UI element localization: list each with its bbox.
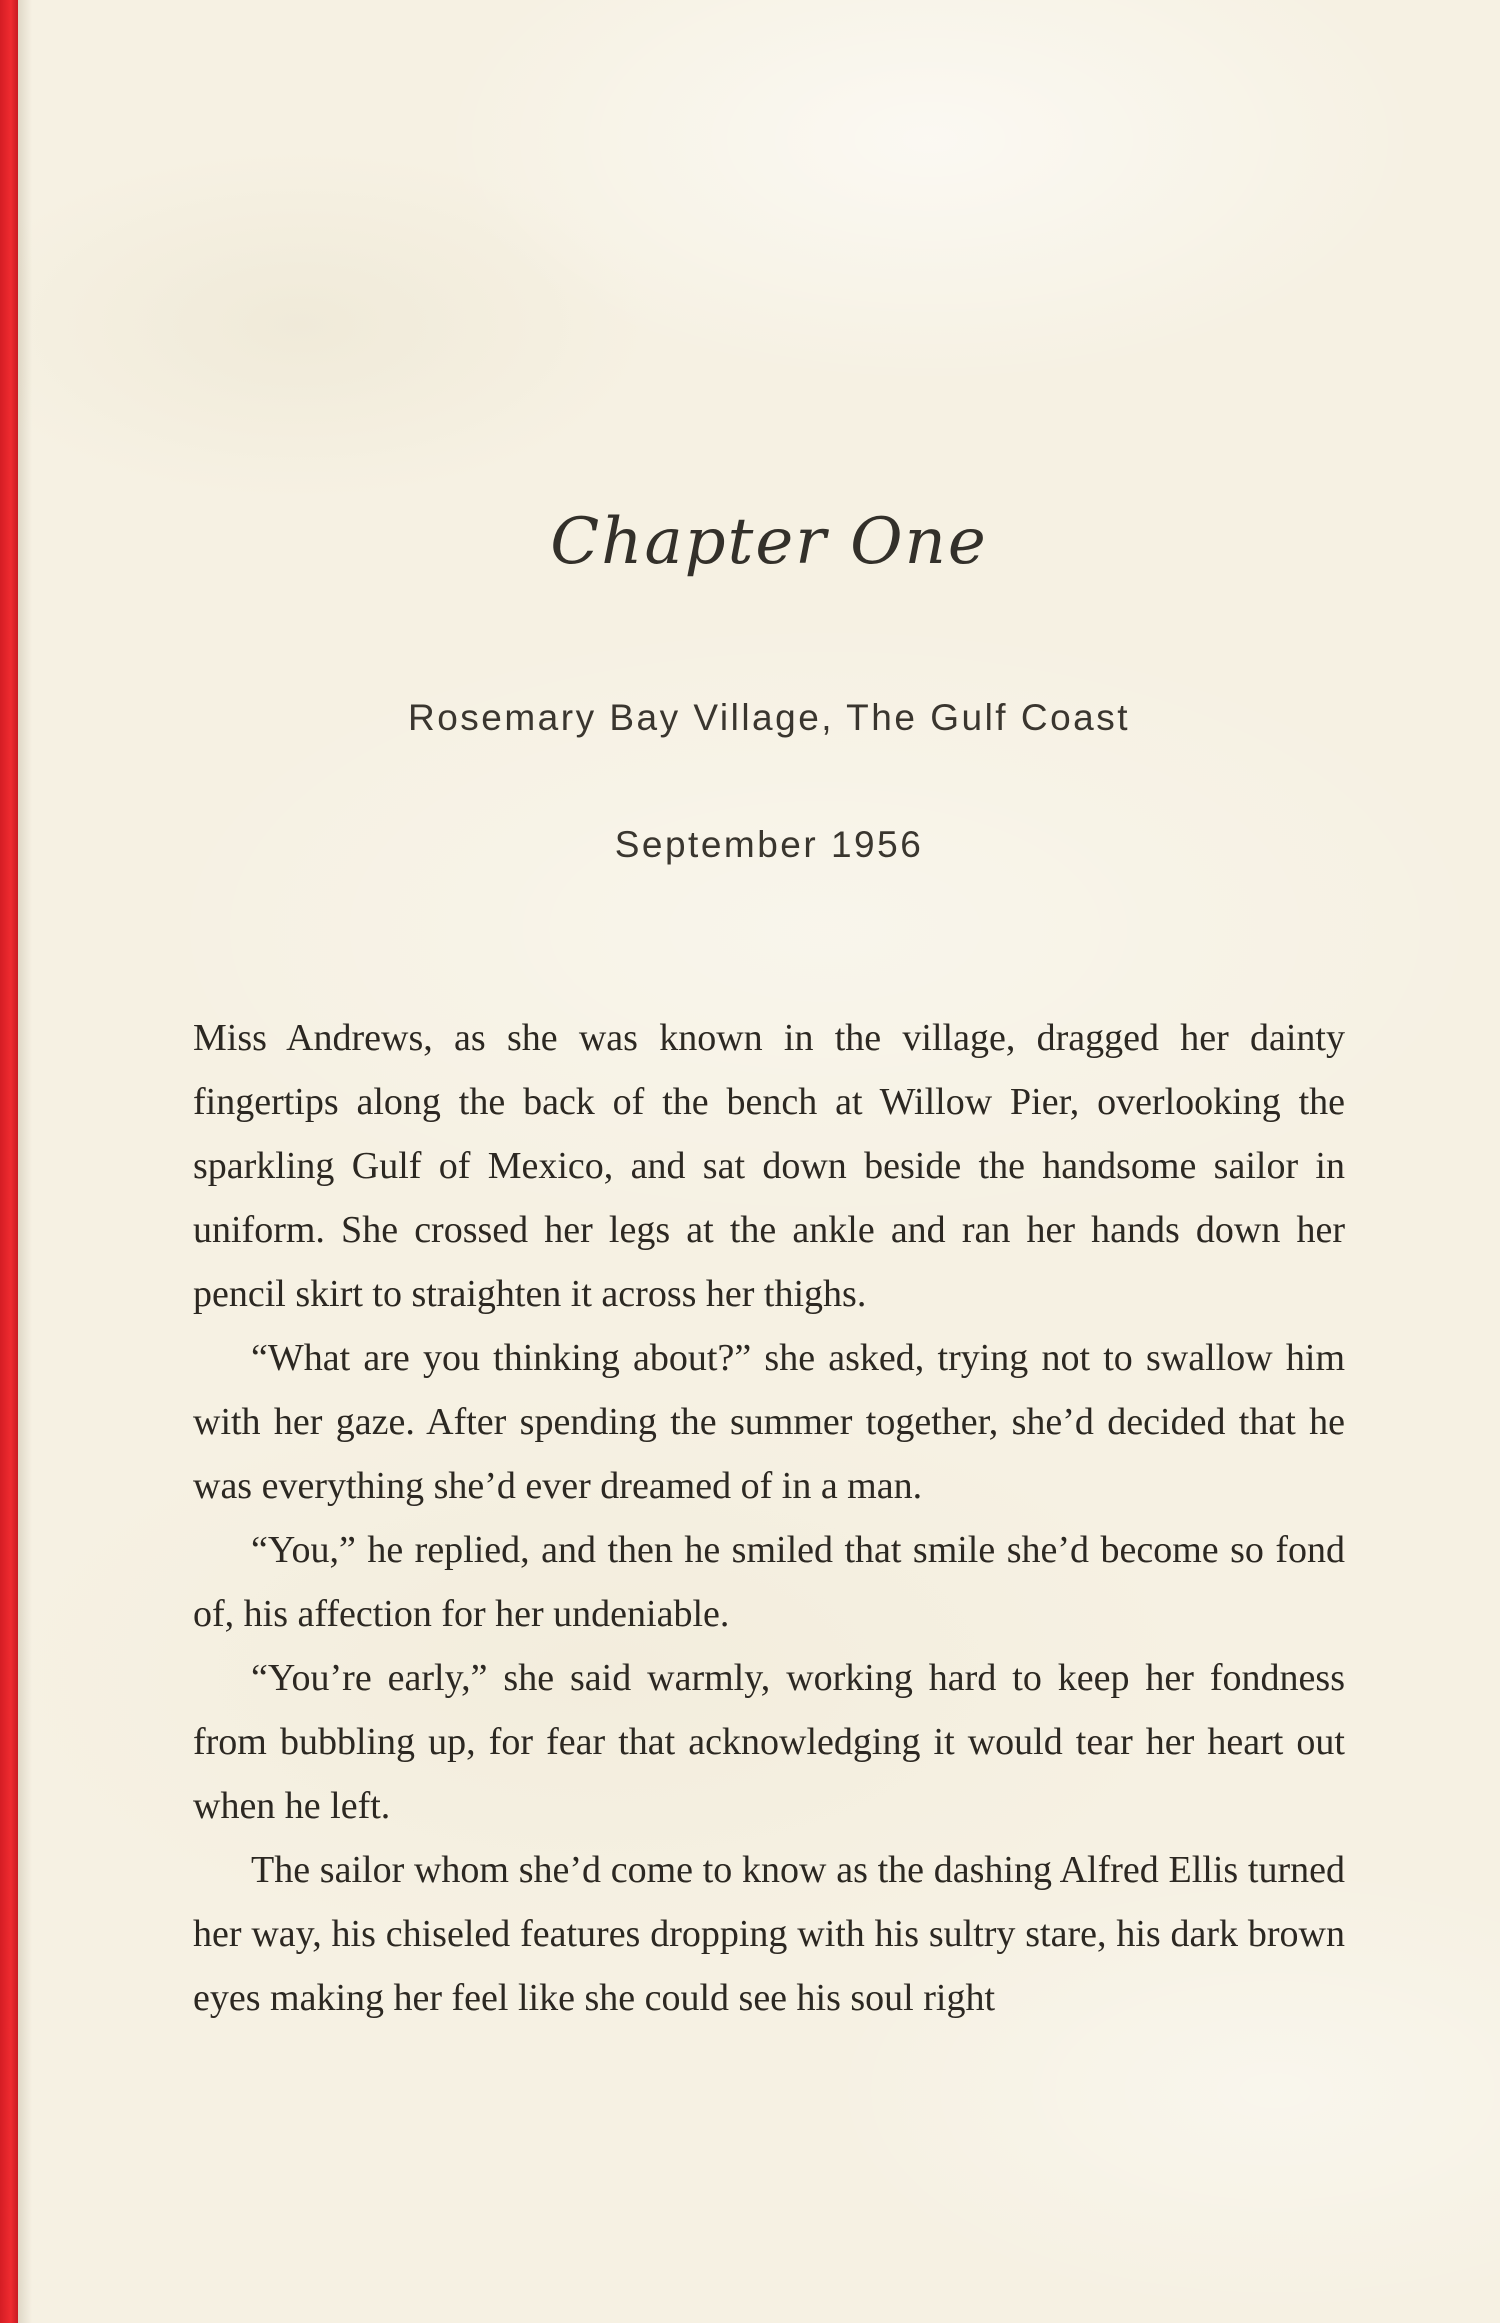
chapter-title: Chapter One — [550, 505, 988, 579]
book-page — [193, 0, 1345, 2030]
location-line: Rosemary Bay Village, The Gulf Coast — [407, 697, 1131, 738]
paragraph-5: The sailor whom she’d come to know as the dashing Alfred Ellis turned her way, his chiseled features dropping with his sultry stare, his dark brown eyes making her feel like she could see his soul right — [193, 1849, 1345, 2019]
paragraph-1: Miss Andrews, as she was known in the village, dragged her dainty fingertips along the back of the bench at Willow Pier, overlooking the sparkling Gulf of Mexico, and sat down beside the handsome sailor in uniform. She crossed her legs at the ankle and ran her hands down her pencil skirt to straighten it across her thighs. — [193, 1017, 1345, 1315]
spine-shadow — [18, 0, 32, 2323]
paragraph-2: “What are you thinking about?” she asked, trying not to swallow him with her gaze. After spending the summer together, she’d decided that he was everything she’d ever dreamed of in a man. — [193, 1337, 1345, 1507]
body-text — [193, 1006, 1345, 2030]
paragraph-3: “You,” he replied, and then he smiled that smile she’d become so fond of, his affection for her undeniable. — [193, 1529, 1345, 1635]
book-spine-red-strip — [0, 0, 18, 2323]
date-line: September 1956 — [614, 824, 924, 865]
paragraph-4: “You’re early,” she said warmly, working hard to keep her fondness from bubbling up, for fear that acknowledging it would tear her heart out when he left. — [193, 1657, 1345, 1827]
